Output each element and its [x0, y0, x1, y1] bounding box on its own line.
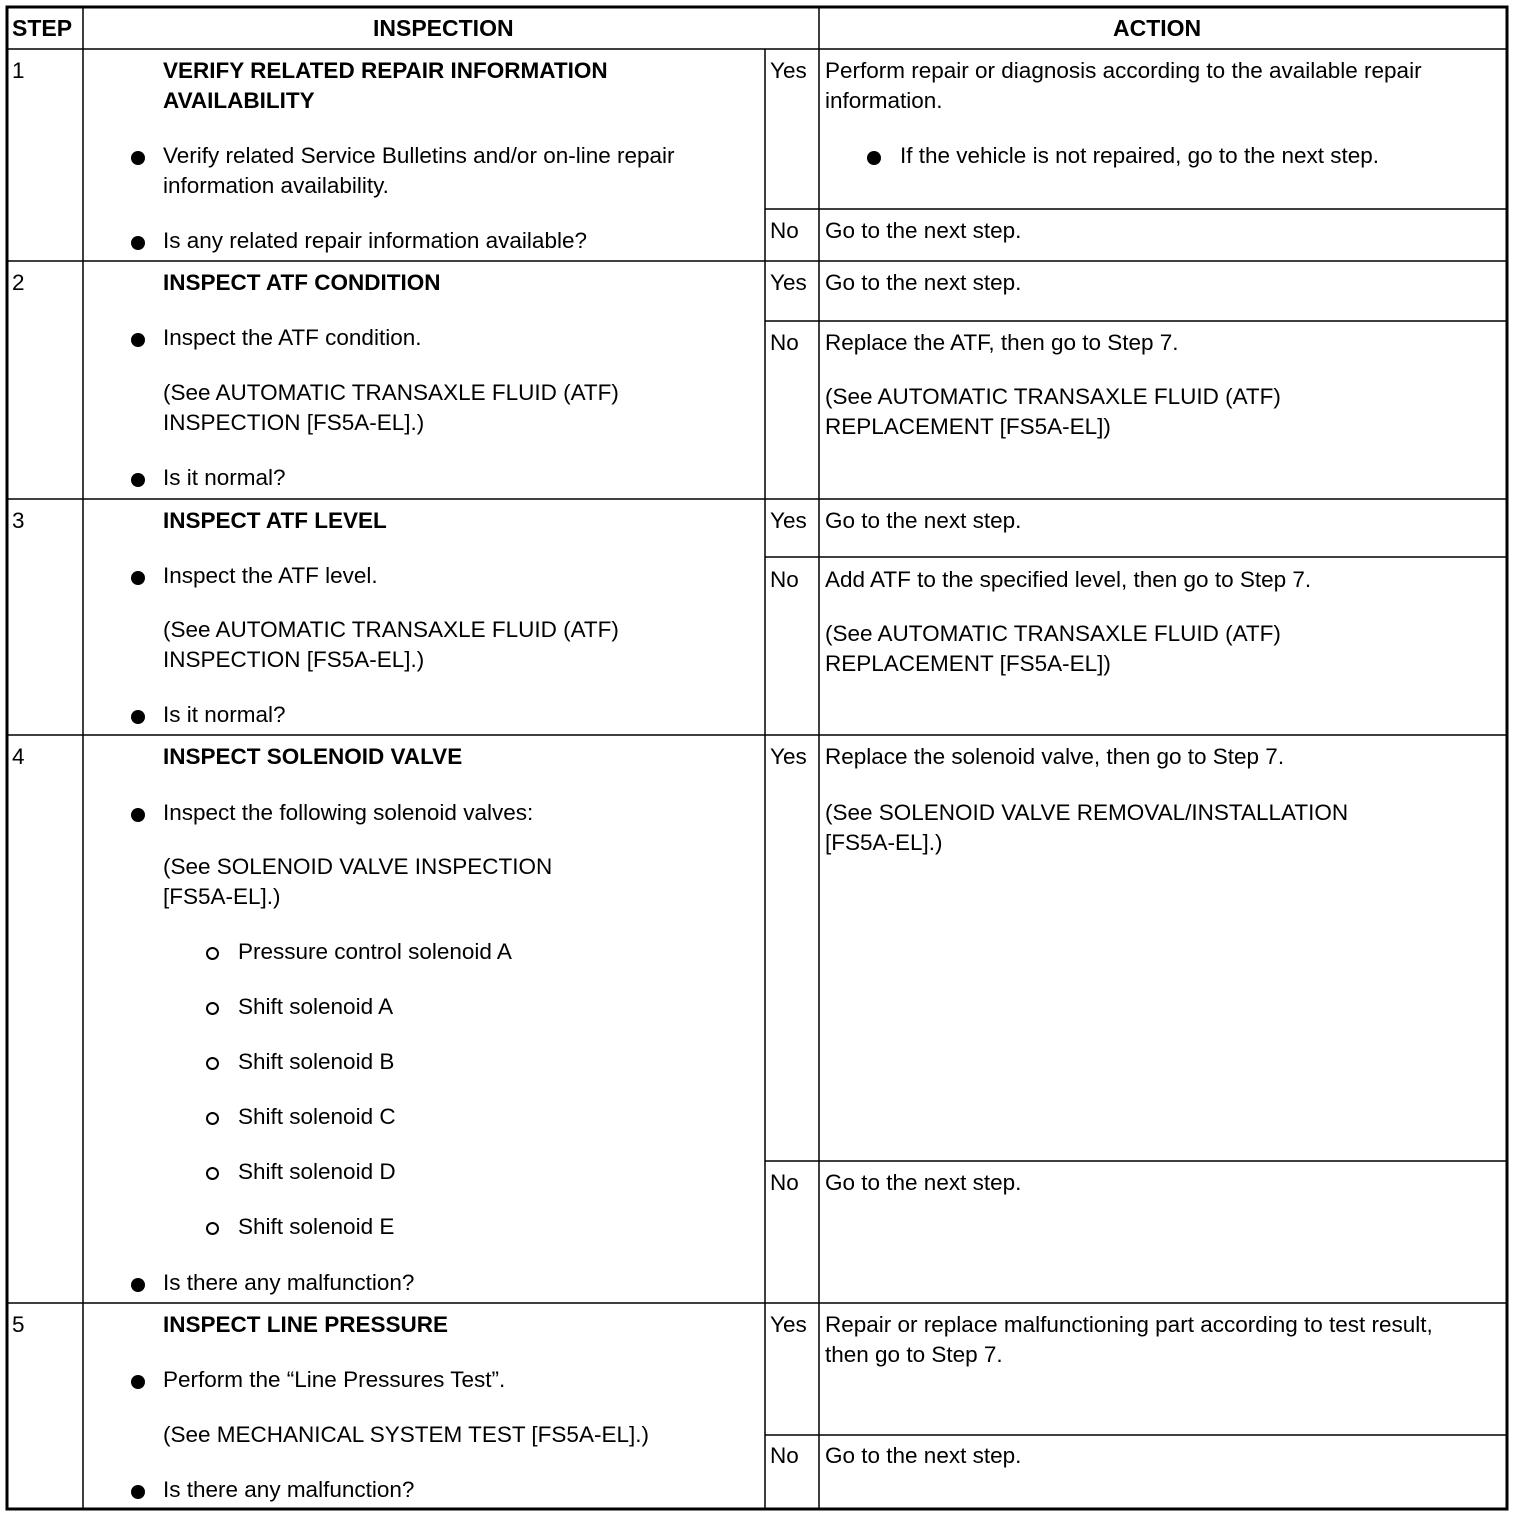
- action-text: Add ATF to the specified level, then go to Step 7.: [825, 567, 1312, 592]
- reference-text: INSPECTION [FS5A-EL].): [163, 647, 425, 672]
- inspection-question: Is there any malfunction?: [163, 1270, 415, 1295]
- bullet-icon: [131, 1485, 145, 1499]
- step-number: 4: [12, 744, 25, 769]
- step-title: INSPECT ATF LEVEL: [163, 508, 387, 533]
- circle-bullet-icon: [206, 1222, 219, 1235]
- yes-label: Yes: [770, 58, 807, 83]
- bullet-icon: [131, 473, 145, 487]
- action-text: Perform repair or diagnosis according to the available repair: [825, 58, 1422, 83]
- bullet-icon: [131, 151, 145, 165]
- inspection-question: Is it normal?: [163, 702, 286, 727]
- circle-bullet-icon: [206, 1167, 219, 1180]
- action-text: Go to the next step.: [825, 1170, 1022, 1195]
- yes-label: Yes: [770, 270, 807, 295]
- no-label: No: [770, 1170, 799, 1195]
- step-title: INSPECT ATF CONDITION: [163, 270, 441, 295]
- bullet-icon: [867, 151, 881, 165]
- header-inspection: INSPECTION: [373, 15, 514, 41]
- sub-item: Shift solenoid A: [238, 994, 394, 1019]
- step-title: VERIFY RELATED REPAIR INFORMATION: [163, 58, 608, 83]
- yes-label: Yes: [770, 508, 807, 533]
- sub-item: Pressure control solenoid A: [238, 939, 512, 964]
- reference-text: (See SOLENOID VALVE REMOVAL/INSTALLATION: [825, 800, 1349, 825]
- bullet-icon: [131, 808, 145, 822]
- action-text: Replace the ATF, then go to Step 7.: [825, 330, 1179, 355]
- bullet-icon: [131, 710, 145, 724]
- action-text: then go to Step 7.: [825, 1342, 1003, 1367]
- inspection-item: Inspect the ATF condition.: [163, 325, 422, 350]
- circle-bullet-icon: [206, 947, 219, 960]
- no-label: No: [770, 1443, 799, 1468]
- inspection-item: Inspect the ATF level.: [163, 563, 378, 588]
- inspection-item: Inspect the following solenoid valves:: [163, 800, 534, 825]
- yes-label: Yes: [770, 744, 807, 769]
- inspection-question: Is there any malfunction?: [163, 1477, 415, 1502]
- bullet-icon: [131, 236, 145, 250]
- inspection-item: Perform the “Line Pressures Test”.: [163, 1367, 506, 1392]
- step-number: 1: [12, 58, 25, 83]
- inspection-question: Is any related repair information available?: [163, 228, 587, 253]
- step-title: AVAILABILITY: [163, 88, 315, 113]
- header-step: STEP: [12, 15, 73, 41]
- sub-item: Shift solenoid B: [238, 1049, 395, 1074]
- action-text: information.: [825, 88, 943, 113]
- step-number: 3: [12, 508, 25, 533]
- header-action: ACTION: [1113, 15, 1202, 41]
- no-label: No: [770, 330, 799, 355]
- action-text: Replace the solenoid valve, then go to Step 7.: [825, 744, 1285, 769]
- step-title: INSPECT LINE PRESSURE: [163, 1312, 449, 1337]
- sub-item: Shift solenoid C: [238, 1104, 396, 1129]
- sub-item: Shift solenoid D: [238, 1159, 396, 1184]
- reference-text: (See AUTOMATIC TRANSAXLE FLUID (ATF): [163, 380, 619, 405]
- reference-text: [FS5A-EL].): [163, 884, 281, 909]
- reference-text: INSPECTION [FS5A-EL].): [163, 410, 425, 435]
- inspection-question: Is it normal?: [163, 465, 286, 490]
- action-text: Go to the next step.: [825, 270, 1022, 295]
- reference-text: [FS5A-EL].): [825, 830, 943, 855]
- sub-item: Shift solenoid E: [238, 1214, 395, 1239]
- step-number: 5: [12, 1312, 25, 1337]
- inspection-item: information availability.: [163, 173, 389, 198]
- no-label: No: [770, 218, 799, 243]
- reference-text: (See AUTOMATIC TRANSAXLE FLUID (ATF): [163, 617, 619, 642]
- bullet-icon: [131, 333, 145, 347]
- yes-label: Yes: [770, 1312, 807, 1337]
- action-text: Go to the next step.: [825, 508, 1022, 533]
- action-text: Go to the next step.: [825, 218, 1022, 243]
- reference-text: (See AUTOMATIC TRANSAXLE FLUID (ATF): [825, 621, 1281, 646]
- reference-text: REPLACEMENT [FS5A-EL]): [825, 414, 1111, 439]
- circle-bullet-icon: [206, 1112, 219, 1125]
- inspection-item: Verify related Service Bulletins and/or on-line repair: [163, 143, 675, 168]
- action-text: Repair or replace malfunctioning part according to test result,: [825, 1312, 1433, 1337]
- circle-bullet-icon: [206, 1057, 219, 1070]
- reference-text: (See AUTOMATIC TRANSAXLE FLUID (ATF): [825, 384, 1281, 409]
- reference-text: (See MECHANICAL SYSTEM TEST [FS5A-EL].): [163, 1422, 649, 1447]
- action-item: If the vehicle is not repaired, go to the next step.: [900, 143, 1380, 168]
- step-number: 2: [12, 270, 25, 295]
- reference-text: REPLACEMENT [FS5A-EL]): [825, 651, 1111, 676]
- step-title: INSPECT SOLENOID VALVE: [163, 744, 463, 769]
- bullet-icon: [131, 1278, 145, 1292]
- no-label: No: [770, 567, 799, 592]
- bullet-icon: [131, 1375, 145, 1389]
- circle-bullet-icon: [206, 1002, 219, 1015]
- action-text: Go to the next step.: [825, 1443, 1022, 1468]
- reference-text: (See SOLENOID VALVE INSPECTION: [163, 854, 553, 879]
- bullet-icon: [131, 571, 145, 585]
